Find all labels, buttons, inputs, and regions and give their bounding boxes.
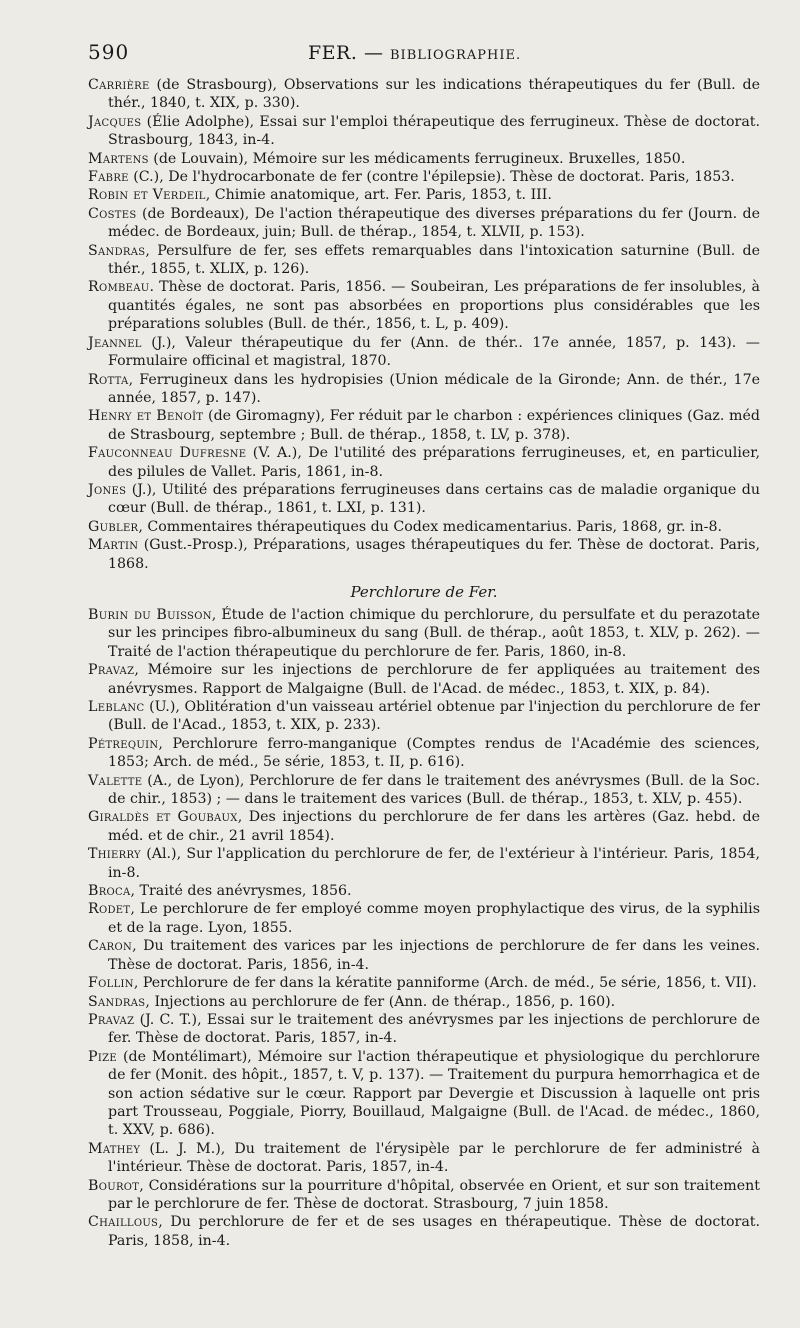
entry-text: (Al.), Sur l'application du perchlorure de fer, de l'extérieur à l'intérieur. Paris, 1854, in-8. (108, 846, 760, 881)
running-head-title: FER. (308, 42, 358, 64)
page-header (88, 40, 760, 76)
entry-text: (J.), Utilité des préparations ferrugineuses dans certains cas de maladie organique du cœur (Bull. de thérap., 1861, t. LXI, p. 131). (108, 481, 760, 517)
entry-text: (U.), Oblitération d'un vaisseau artériel obtenue par l'injection du perchlorure de fer (Bull. de l'Acad., 1853, t. XIX, p. 233). (108, 699, 760, 734)
entry-author: Carrière (88, 77, 150, 93)
entry-author: Jones (88, 481, 127, 498)
entry-author: Pravaz (88, 1011, 135, 1028)
entry-author: Sandras (88, 242, 146, 259)
bibliography-entry (88, 993, 760, 1011)
bibliography-entry (88, 937, 760, 974)
entry-text: (A., de Lyon), Perchlorure de fer dans le traitement des anévrysmes (Bull. de la Soc. de chir., 1853) ; — dans le traitement des varices (Bull. de thérap., 1853, t. XLV, p. 455). (108, 772, 760, 808)
page-number: 590 (88, 40, 130, 64)
bibliography-entry (88, 735, 760, 772)
entry-text: , Ferrugineux dans les hydropisies (Union médicale de la Gironde; Ann. de thér., 17e année, 1857, p. 147). (108, 371, 760, 406)
bibliography-entry (88, 536, 760, 573)
entry-author: Jeannel (88, 334, 142, 351)
entry-author: Costes (88, 205, 137, 222)
entry-text: (J.), Valeur thérapeutique du fer (Ann. de thér.. 17e année, 1857, p. 143). — Formulaire officinal et magistral, 1870. (108, 334, 760, 370)
bibliography-list-iron (88, 76, 760, 573)
bibliography-entry (88, 606, 760, 661)
entry-author: Burin du Buisson (88, 606, 212, 623)
bibliography-entry (88, 1048, 760, 1140)
entry-text: . Thèse de doctorat. Paris, 1856. — Soubeiran, Les préparations de fer insolubles, à quantités égales, ne sont pas absorbées en proportions plus considérables que les préparations solubles (Bull. de thér., 1856, t. L, p. 409). (108, 279, 760, 333)
entry-author: Henry et Benoît (88, 408, 204, 425)
entry-author: Pétrequin (88, 735, 159, 752)
entry-text: (de Louvain), Mémoire sur les médicaments ferrugineux. Bruxelles, 1850. (148, 150, 686, 167)
bibliography-entry (88, 845, 760, 882)
bibliography-entry (88, 772, 760, 809)
entry-text: (J. C. T.), Essai sur le traitement des anévrysmes par les injections de perchlorure de fer. Thèse de doctorat. Paris, 1857, in-4. (108, 1011, 760, 1047)
entry-author: Gubler (88, 518, 139, 535)
bibliography-entry (88, 481, 760, 518)
bibliography-entry (88, 974, 760, 992)
entry-text: (Élie Adolphe), Essai sur l'emploi thérapeutique des ferrugineux. Thèse de doctorat. Strasbourg, 1843, in-4. (108, 113, 760, 149)
entry-author: Giraldès et Goubaux (88, 809, 238, 826)
entry-author: Follin (88, 975, 134, 992)
entry-text: , Du perchlorure de fer et de ses usages en thérapeutique. Thèse de doctorat. Paris, 1858, in-4. (108, 1214, 760, 1249)
entry-text: , Chimie anatomique, art. Fer. Paris, 1853, t. III. (205, 187, 552, 204)
entry-text: , Du traitement des varices par les injections de perchlorure de fer dans les veines. Thèse de doctorat. Paris, 1856, in-4. (108, 938, 760, 973)
bibliography-list-perchloride (88, 606, 760, 1250)
bibliography-entry (88, 808, 760, 845)
bibliography-entry (88, 205, 760, 242)
entry-author: Chaillous (88, 1214, 159, 1231)
bibliography-entry (88, 278, 760, 333)
entry-text: (de Bordeaux), De l'action thérapeutique des diverses préparations du fer (Journ. de médec. de Bordeaux, juin; Bull. de thérap., 1854, t. XLVII, p. 153). (108, 205, 760, 241)
entry-author: Bourot (88, 1177, 140, 1194)
entry-text: , Le perchlorure de fer employé comme moyen prophylactique des virus, de la syphilis et de la rage. Lyon, 1855. (108, 901, 760, 936)
entry-text: (Gust.-Prosp.), Préparations, usages thérapeutiques du fer. Thèse de doctorat. Paris, 1868. (108, 537, 760, 572)
entry-author: Broca (88, 883, 131, 900)
bibliography-entry (88, 1177, 760, 1214)
bibliography-entry (88, 242, 760, 279)
entry-author: Fabre (88, 169, 129, 186)
entry-text: , Injections au perchlorure de fer (Ann. de thérap., 1856, p. 160). (145, 993, 616, 1010)
running-head-subtitle: BIBLIOGRAPHIE. (390, 48, 522, 63)
running-head (308, 42, 521, 64)
entry-author: Sandras (88, 993, 146, 1010)
entry-author: Fauconneau Dufresne (88, 445, 247, 462)
section-title: Perchlorure de Fer. (350, 582, 498, 601)
entry-text: , Considérations sur la pourriture d'hôpital, observée en Orient, et sur son traitement par le perchlorure de fer. Thèse de doctorat. Strasbourg, 7 juin 1858. (108, 1177, 760, 1212)
bibliography-entry (88, 407, 760, 444)
entry-text: (C.), De l'hydrocarbonate de fer (contre l'épilepsie). Thèse de doctorat. Paris, 1853. (128, 169, 735, 186)
bibliography-entry (88, 334, 760, 371)
bibliography-entry (88, 1011, 760, 1048)
entry-author: Caron (88, 938, 133, 955)
entry-author: Rombeau (88, 279, 150, 296)
entry-text: , Commentaires thérapeutiques du Codex medicamentarius. Paris, 1868, gr. in-8. (138, 518, 722, 535)
bibliography-entry (88, 1213, 760, 1250)
entry-author: Thierry (88, 846, 141, 863)
entry-text: , Perchlorure de fer dans la kératite panniforme (Arch. de méd., 5e série, 1856, t. VII). (133, 975, 757, 992)
bibliography-entry (88, 371, 760, 408)
bibliography-entry (88, 698, 760, 735)
bibliography-entry (88, 76, 760, 113)
bibliography-entry (88, 518, 760, 536)
entry-text: (de Strasbourg), Observations sur les indications thérapeutiques du fer (Bull. de thér., 1840, t. XIX, p. 330). (108, 77, 760, 112)
entry-author: Martens (88, 150, 149, 167)
bibliography-entry (88, 113, 760, 150)
entry-text: (V. A.), De l'utilité des préparations ferrugineuses, et, en particulier, des pilules de Vallet. Paris, 1861, in-8. (108, 445, 760, 480)
entry-author: Mathey (88, 1140, 141, 1157)
entry-text: (L. J. M.), Du traitement de l'érysipèle par le perchlorure de fer administré à l'intérieur. Thèse de doctorat. Paris, 1857, in-4. (108, 1140, 760, 1176)
entry-author: Robin et Verdeil (88, 187, 206, 204)
running-head-separator: — (357, 42, 390, 64)
entry-text: (de Montélimart), Mémoire sur l'action thérapeutique et physiologique du perchlorure de fer (Monit. des hôpit., 1857, t. V, p. 137). — Traitement du purpura hemorrhagica et de son action sédative sur le cœur. Rapport par Devergie et Discussion à laquelle ont pris part Trousseau, Poggiale, Piorry, Bouillaud, Malgaigne (Bull. de l'Acad. de médec., 1860, t. XXV, p. 686). (108, 1048, 760, 1139)
entry-author: Pize (88, 1048, 117, 1065)
bibliography-entry (88, 1140, 760, 1177)
entry-author: Jacques (88, 113, 142, 130)
entry-author: Leblanc (88, 699, 145, 715)
bibliography-entry (88, 900, 760, 937)
entry-author: Rodet (88, 901, 131, 918)
entry-text: , Traité des anévrysmes, 1856. (130, 883, 352, 900)
bibliography-entry (88, 168, 760, 186)
entry-text: , Des injections du perchlorure de fer dans les artères (Gaz. hebd. de méd. et de chir., 21 avril 1854). (108, 809, 760, 844)
entry-text: , Mémoire sur les injections de perchlorure de fer appliquées au traitement des anévrysmes. Rapport de Malgaigne (Bull. de l'Acad. de médec., 1853, t. XIX, p. 84). (108, 662, 760, 697)
entry-author: Rotta (88, 371, 129, 388)
entry-text: , Perchlorure ferro-manganique (Comptes rendus de l'Académie des sciences, 1853; Arch. de méd., 5e série, 1853, t. II, p. 616). (108, 735, 760, 771)
bibliography-entry (88, 150, 760, 168)
entry-text: (de Giromagny), Fer réduit par le charbon : expériences cliniques (Gaz. méd de Strasbourg, septembre ; Bull. de thérap., 1858, t. LV, p. 378). (108, 408, 760, 443)
bibliography-entry (88, 186, 760, 204)
entry-text: , Persulfure de fer, ses effets remarquables dans l'intoxication saturnine (Bull. de thér., 1855, t. XLIX, p. 126). (108, 242, 760, 278)
bibliography-entry (88, 882, 760, 900)
bibliography-entry (88, 444, 760, 481)
bibliography-entry (88, 661, 760, 698)
entry-author: Martin (88, 537, 139, 554)
entry-author: Pravaz (88, 662, 135, 679)
entry-author: Valette (88, 772, 143, 789)
entry-text: , Étude de l'action chimique du perchlorure, du persulfate et du perazotate sur les principes fibro-albumineux du sang (Bull. de thérap., août 1853, t. XLV, p. 262). — Traité de l'action thérapeutique du perchlorure de fer. Paris, 1860, in-8. (108, 606, 760, 660)
